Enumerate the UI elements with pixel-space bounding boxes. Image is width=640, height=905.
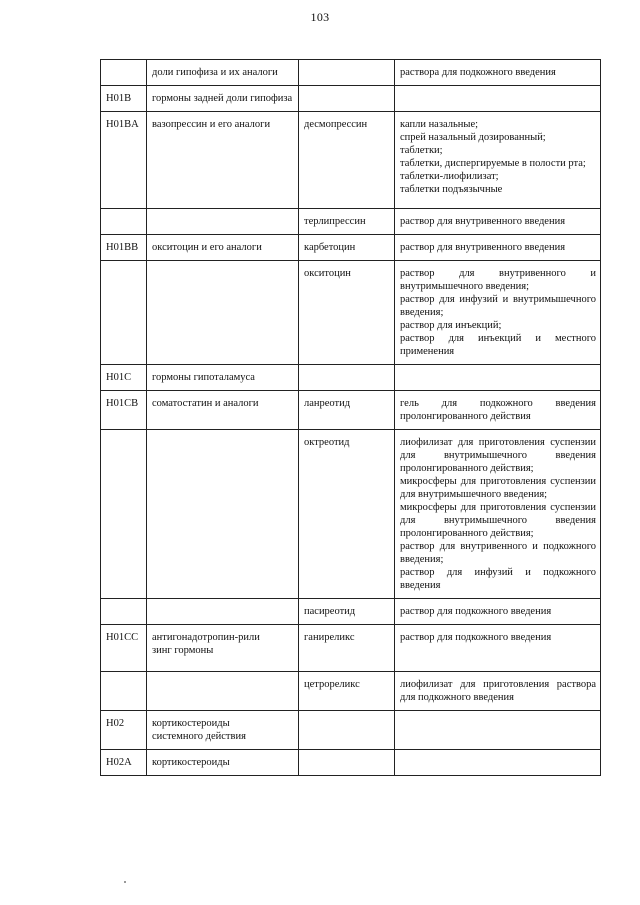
dosage-form-line: раствор для внутривенного введения xyxy=(400,242,566,253)
dosage-form-cell xyxy=(395,261,601,365)
group-name-text: кортикостероиды системного действия xyxy=(152,718,246,742)
drug-name-cell: октреотид xyxy=(299,430,395,599)
drug-name-cell: ганиреликс xyxy=(299,625,395,672)
dosage-form-line: микросферы для приготовления суспензии для внутримышечного введения пролонгированного действия; xyxy=(400,502,596,539)
drug-name-cell: ланреотид xyxy=(299,391,395,430)
dosage-form-cell xyxy=(395,86,601,112)
drug-name-cell: десмопрессин xyxy=(299,112,395,209)
table-row xyxy=(101,391,601,430)
table-row xyxy=(101,261,601,365)
dosage-form-cell xyxy=(395,625,601,672)
table-row xyxy=(101,86,601,112)
drug-name-cell xyxy=(299,86,395,112)
anatomical-group-cell: доли гипофиза и их аналоги xyxy=(147,60,299,86)
dosage-form-line: раствор для внутривенного и внутримышечного введения; xyxy=(400,268,596,292)
dosage-form-cell xyxy=(395,112,601,209)
group-name-text: гормоны задней доли гипофиза xyxy=(152,93,293,104)
drug-name-cell: карбетоцин xyxy=(299,235,395,261)
dosage-form-line: раствор для внутривенного введения xyxy=(400,216,566,227)
group-name-text: антигонадотропин-рилизинг гормоны xyxy=(152,632,260,656)
dosage-form-line: раствор для инфузий и внутримышечного введения; xyxy=(400,294,596,318)
atc-code-cell xyxy=(101,209,147,235)
anatomical-group-cell xyxy=(147,672,299,711)
anatomical-group-cell xyxy=(147,599,299,625)
drug-name-cell xyxy=(299,365,395,391)
anatomical-group-cell: окситоцин и его аналоги xyxy=(147,235,299,261)
table-row xyxy=(101,60,601,86)
atc-code-cell xyxy=(101,599,147,625)
anatomical-group-cell xyxy=(147,209,299,235)
anatomical-group-cell: кортикостероиды xyxy=(147,750,299,776)
dosage-form-line: таблетки подъязычные xyxy=(400,184,503,195)
atc-code-cell xyxy=(101,60,147,86)
atc-code-cell: H01BB xyxy=(101,235,147,261)
table-row xyxy=(101,112,601,209)
atc-code-cell xyxy=(101,430,147,599)
dosage-form-cell xyxy=(395,365,601,391)
dosage-form-line: раствор для инъекций; xyxy=(400,320,502,331)
dosage-form-line: микросферы для приготовления суспензии для внутримышечного введения; xyxy=(400,476,596,500)
drug-name-cell xyxy=(299,60,395,86)
drug-name-cell: цетрореликс xyxy=(299,672,395,711)
table-row xyxy=(101,625,601,672)
dosage-form-line: спрей назальный дозированный; xyxy=(400,132,546,143)
dosage-form-line: раствор для инъекций и местного применения xyxy=(400,333,596,357)
dosage-form-line: раствор для внутривенного и подкожного введения; xyxy=(400,541,596,565)
atc-code-cell xyxy=(101,672,147,711)
anatomical-group-cell xyxy=(147,261,299,365)
anatomical-group-cell xyxy=(147,711,299,750)
dosage-form-line: таблетки-лиофилизат; xyxy=(400,171,499,182)
atc-code-cell: H01C xyxy=(101,365,147,391)
dosage-form-line: таблетки; xyxy=(400,145,443,156)
dosage-form-line: капли назальные; xyxy=(400,119,479,130)
drug-name-cell: окситоцин xyxy=(299,261,395,365)
dosage-form-cell xyxy=(395,235,601,261)
atc-code-cell xyxy=(101,261,147,365)
table-row xyxy=(101,365,601,391)
drug-name-cell xyxy=(299,750,395,776)
dosage-form-line: гель для подкожного введения пролонгированного действия xyxy=(400,398,596,422)
table-row xyxy=(101,750,601,776)
dosage-form-cell xyxy=(395,711,601,750)
table-row xyxy=(101,711,601,750)
dosage-form-cell xyxy=(395,430,601,599)
atc-code-cell: H01BA xyxy=(101,112,147,209)
dosage-form-cell xyxy=(395,672,601,711)
table-row xyxy=(101,430,601,599)
anatomical-group-cell xyxy=(147,86,299,112)
drug-name-cell xyxy=(299,711,395,750)
table-row xyxy=(101,235,601,261)
atc-code-cell: H01CB xyxy=(101,391,147,430)
dosage-form-cell xyxy=(395,209,601,235)
dosage-form-line: раствор для инфузий и подкожного введения xyxy=(400,567,596,591)
anatomical-group-cell: гормоны гипоталамуса xyxy=(147,365,299,391)
dosage-form-cell xyxy=(395,599,601,625)
dosage-form-cell xyxy=(395,750,601,776)
dosage-form-line: лиофилизат для приготовления суспензии для внутримышечного введения пролонгированного действия; xyxy=(400,437,596,474)
drug-name-cell: терлипрессин xyxy=(299,209,395,235)
dosage-form-line: раствор для подкожного введения xyxy=(400,632,552,643)
dosage-form-line: таблетки, диспергируемые в полости рта; xyxy=(400,158,586,169)
atc-code-cell: H02A xyxy=(101,750,147,776)
dosage-form-line: лиофилизат для приготовления раствора для подкожного введения xyxy=(400,679,596,703)
anatomical-group-cell xyxy=(147,625,299,672)
scan-speck xyxy=(124,881,126,883)
table-row xyxy=(101,599,601,625)
drug-name-cell: пасиреотид xyxy=(299,599,395,625)
dosage-form-line: раствор для подкожного введения xyxy=(400,606,552,617)
anatomical-group-cell xyxy=(147,430,299,599)
atc-code-cell: H01B xyxy=(101,86,147,112)
dosage-form-cell xyxy=(395,391,601,430)
page-number: 103 xyxy=(310,10,330,24)
dosage-form-cell xyxy=(395,60,601,86)
dosage-form-line: раствора для подкожного введения xyxy=(400,67,556,78)
atc-code-cell: H02 xyxy=(101,711,147,750)
anatomical-group-cell: соматостатин и аналоги xyxy=(147,391,299,430)
anatomical-group-cell: вазопрессин и его аналоги xyxy=(147,112,299,209)
table-row xyxy=(101,209,601,235)
atc-code-cell: H01CC xyxy=(101,625,147,672)
table-row xyxy=(101,672,601,711)
drug-classification-table xyxy=(100,59,601,776)
